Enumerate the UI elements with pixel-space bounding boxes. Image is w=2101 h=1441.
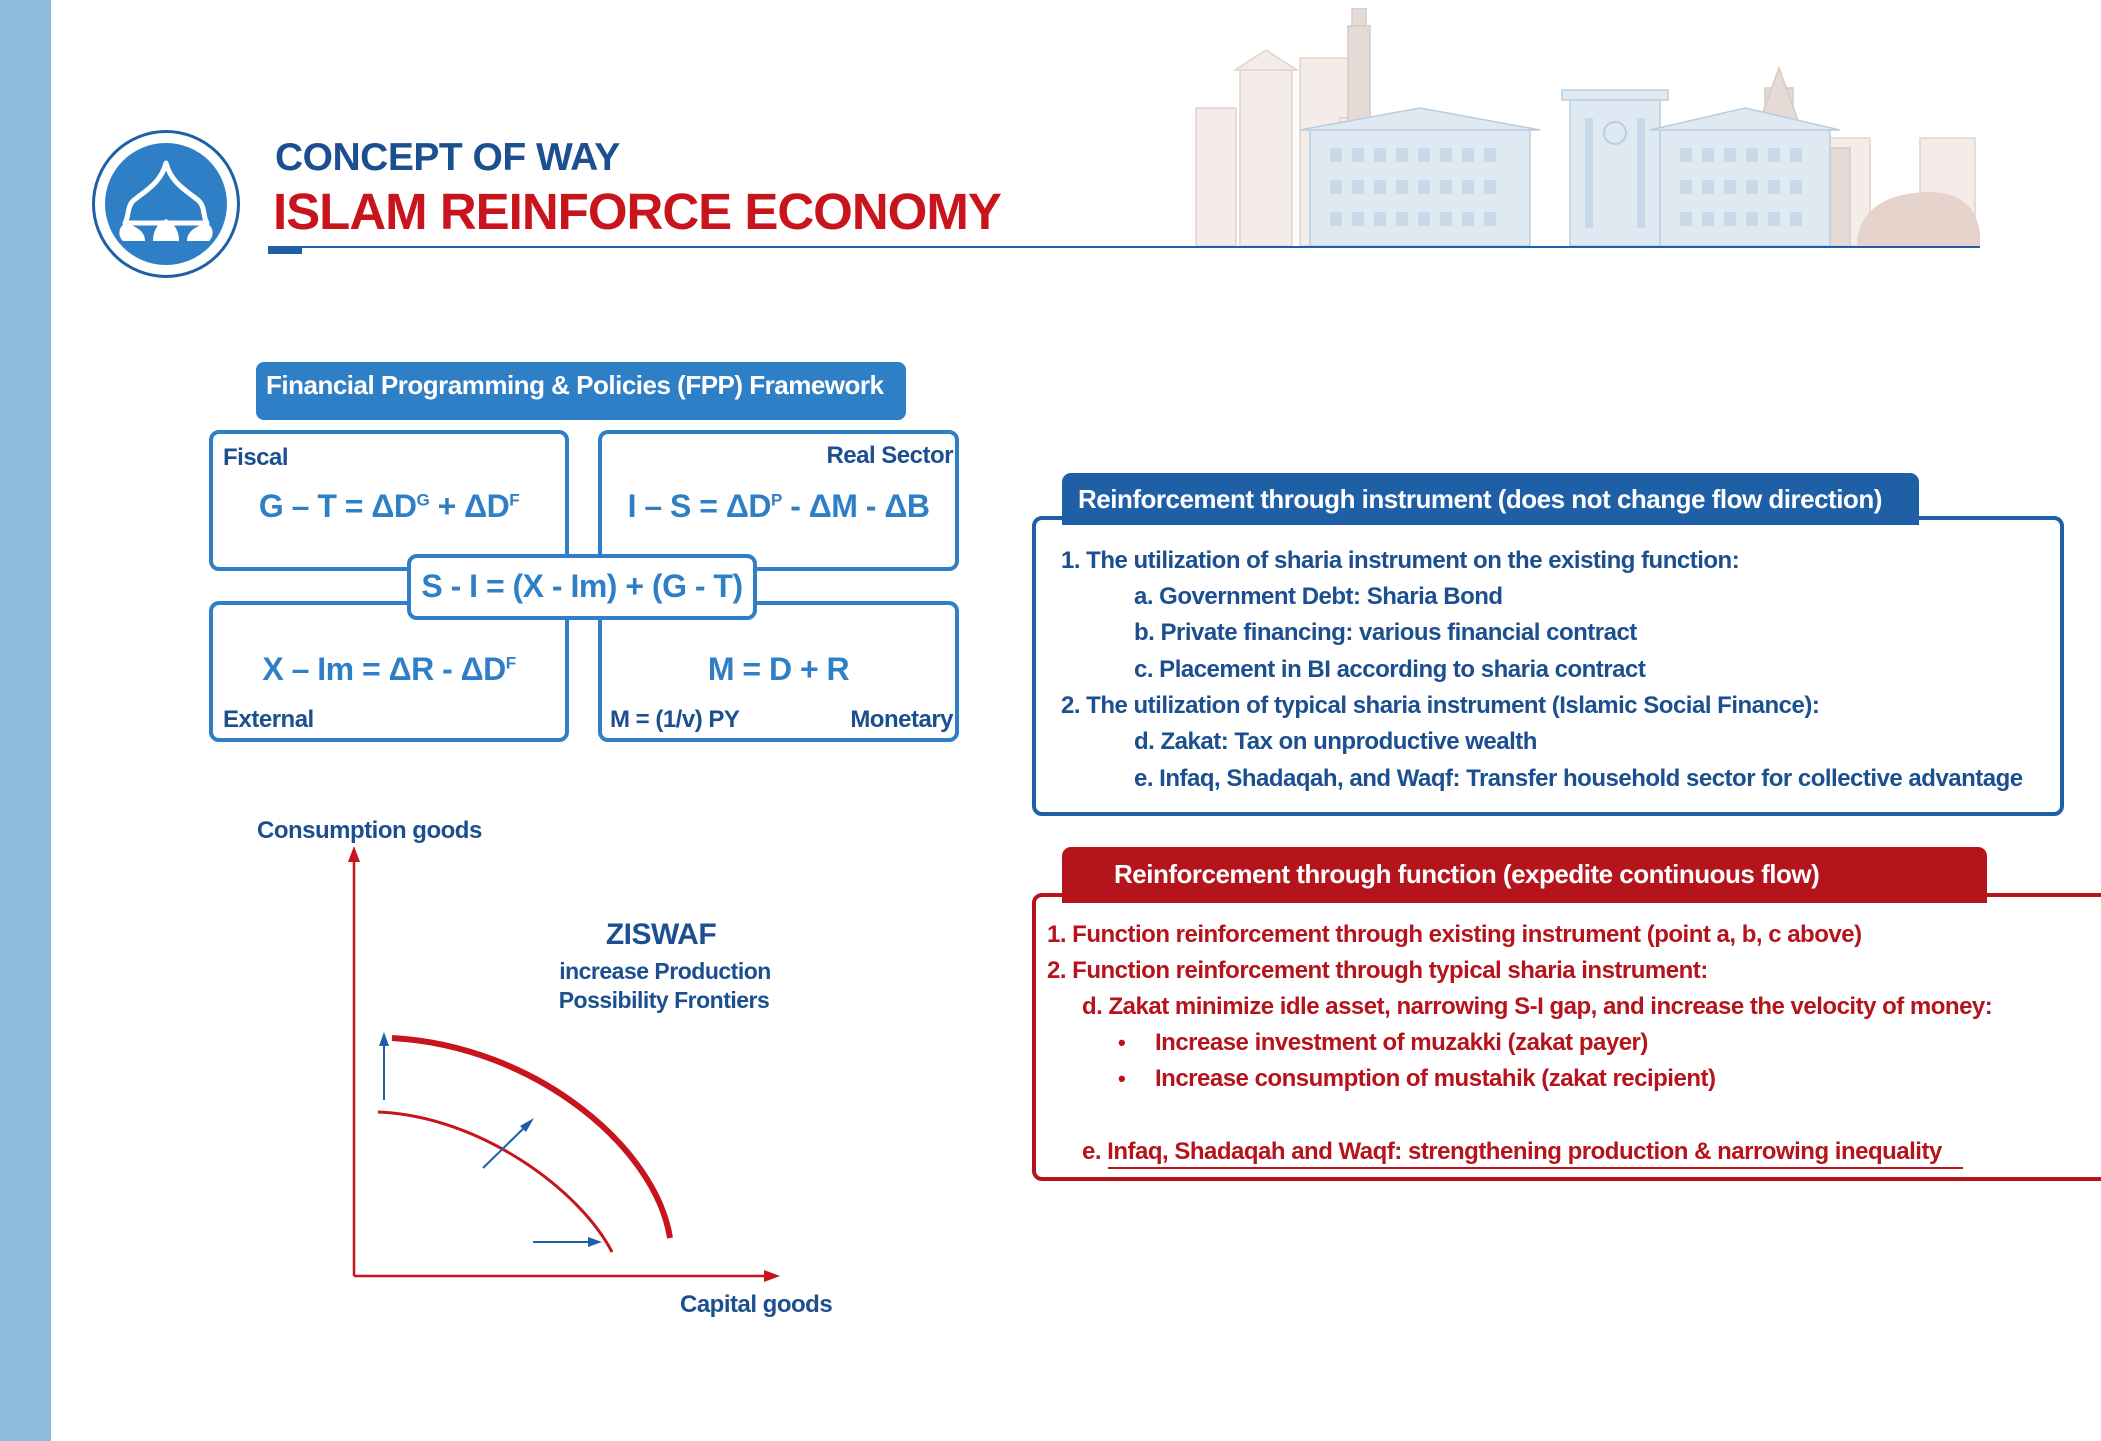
left-accent-bar xyxy=(0,0,51,1441)
savings-investment-identity: S - I = (X - Im) + (G - T) xyxy=(407,554,757,620)
dome-logo xyxy=(92,130,240,278)
quantity-theory-equation: M = (1/v) PY xyxy=(610,706,740,733)
instrument-item-e: e. Infaq, Shadaqah, and Waqf: Transfer household sector for collective advantage xyxy=(1134,765,2023,792)
instrument-item-d: d. Zakat: Tax on unproductive wealth xyxy=(1134,728,1537,755)
instrument-item-c: c. Placement in BI according to sharia contract xyxy=(1134,656,1646,683)
x-axis-label: Capital goods xyxy=(680,1291,833,1318)
instrument-item-1: 1. The utilization of sharia instrument on the existing function: xyxy=(1061,547,1740,574)
ziswaf-subtitle-2: Possibility Frontiers xyxy=(558,987,770,1013)
function-bullet-2: Increase consumption of mustahik (zakat recipient) xyxy=(1155,1065,1716,1092)
page-title: ISLAM REINFORCE ECONOMY xyxy=(273,183,1001,240)
real-equation-rest: - ΔM - ΔB xyxy=(781,488,930,524)
function-item-e-underline xyxy=(1108,1167,1963,1169)
function-item-2: 2. Function reinforcement through typical sharia instrument: xyxy=(1047,957,1708,984)
function-item-e: e. Infaq, Shadaqah and Waqf: strengthening production & narrowing inequality xyxy=(1082,1138,1942,1165)
diagonal-shift-arrow xyxy=(483,1126,526,1168)
fiscal-equation xyxy=(213,488,565,525)
fpp-framework-title: Financial Programming & Policies (FPP) Framework xyxy=(256,362,906,420)
fiscal-equation-lhs: G – T = ΔD xyxy=(258,488,417,524)
external-superscript-f: F xyxy=(505,653,516,673)
y-axis-label: Consumption goods xyxy=(257,817,482,844)
expanded-ppf-curve xyxy=(392,1038,670,1238)
header-kicker: CONCEPT OF WAY xyxy=(275,136,620,179)
instrument-item-2: 2. The utilization of typical sharia instrument (Islamic Social Finance): xyxy=(1061,692,1820,719)
function-panel-title: Reinforcement through function (expedite continuous flow) xyxy=(1062,847,1987,903)
real-sector-label: Real Sector xyxy=(826,442,953,469)
ziswaf-title: ZISWAF xyxy=(605,918,717,951)
instrument-item-a: a. Government Debt: Sharia Bond xyxy=(1134,583,1503,610)
instrument-item-b: b. Private financing: various financial contract xyxy=(1134,619,1637,646)
bullet-icon: • xyxy=(1118,1066,1126,1091)
original-ppf-curve xyxy=(378,1112,612,1252)
real-superscript-p: P xyxy=(770,490,782,510)
monetary-label: Monetary xyxy=(850,706,953,733)
external-quadrant xyxy=(209,601,569,742)
instrument-panel-title: Reinforcement through instrument (does not change flow direction) xyxy=(1062,473,1919,525)
external-equation xyxy=(213,651,565,688)
fiscal-equation-mid: + ΔD xyxy=(429,488,510,524)
y-axis-arrowhead xyxy=(348,846,360,862)
x-axis-arrowhead xyxy=(764,1270,780,1282)
fiscal-superscript-f: F xyxy=(509,490,520,510)
function-item-d: d. Zakat minimize idle asset, narrowing S-I gap, and increase the velocity of money: xyxy=(1082,993,1993,1020)
function-item-1: 1. Function reinforcement through existing instrument (point a, b, c above) xyxy=(1047,921,1862,948)
fiscal-superscript-g: G xyxy=(416,490,430,510)
city-skyline-illustration xyxy=(1190,8,1980,246)
upward-shift-arrowhead xyxy=(379,1032,389,1046)
external-equation-lhs: X – Im = ΔR - ΔD xyxy=(262,651,506,687)
function-bullet-1: Increase investment of muzakki (zakat payer) xyxy=(1155,1029,1648,1056)
fiscal-quadrant xyxy=(209,430,569,571)
real-sector-quadrant xyxy=(598,430,959,571)
ziswaf-subtitle-1: increase Production xyxy=(559,958,771,984)
dome-icon xyxy=(105,143,227,265)
real-sector-equation xyxy=(602,488,955,525)
header-divider-accent xyxy=(268,247,302,254)
rightward-shift-arrowhead xyxy=(588,1237,602,1247)
ppf-chart xyxy=(240,810,860,1330)
monetary-quadrant xyxy=(598,601,959,742)
external-label: External xyxy=(223,706,314,733)
fiscal-label: Fiscal xyxy=(223,444,289,471)
bullet-icon: • xyxy=(1118,1030,1126,1055)
real-equation-lhs: I – S = ΔD xyxy=(627,488,771,524)
monetary-equation: M = D + R xyxy=(707,651,850,687)
header-divider xyxy=(268,246,1980,248)
